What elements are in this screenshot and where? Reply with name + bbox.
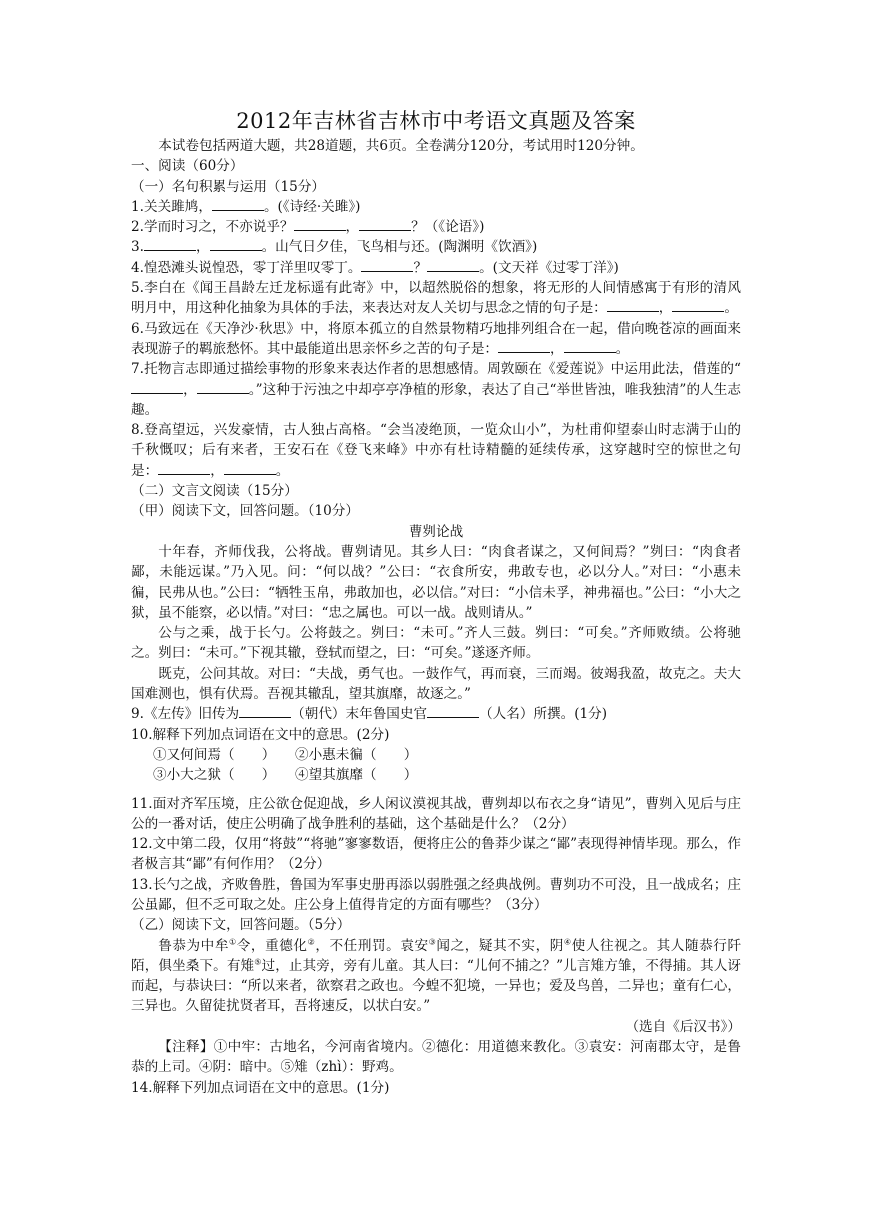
q9-mid: （朝代）末年鲁国史官 bbox=[291, 706, 428, 723]
question-10: 10.解释下列加点词语在文中的意思。(2分) bbox=[131, 726, 390, 743]
q2-source: ？（《论语》) bbox=[411, 219, 485, 236]
q9-end: （人名）所撰。(1分) bbox=[479, 706, 608, 723]
answer-blank[interactable] bbox=[359, 218, 411, 231]
note-marker: ④ bbox=[563, 937, 572, 947]
q1-source: 。(《诗经·关雎》) bbox=[263, 198, 361, 215]
passage2-text: 闻之，疑其不实，阴 bbox=[436, 937, 564, 954]
q5-text: 5.李白在《闻王昌龄左迁龙标遥有此寄》中，以超然脱俗的想象，将无形的人间情感寓于有形的清风明月中，用这种化抽象为具体的手法，来表达对友人关切与思念之情的句子是： bbox=[131, 280, 741, 317]
q3-sep: ， bbox=[195, 239, 210, 256]
passage-title: 曹刿论战 bbox=[408, 523, 464, 540]
passage2-source: （选自《后汉书》） bbox=[625, 1018, 741, 1035]
q9-text: 9.《左传》旧传为 bbox=[131, 706, 240, 723]
note-marker: ② bbox=[307, 937, 316, 947]
passage-paragraph: 既克，公问其故。对曰：“夫战，勇气也。一鼓作气，再而衰，三而竭。彼竭我盈，故克之。夫大国难测也，惧有伏焉。吾视其辙乱，望其旗靡，故逐之。” bbox=[131, 665, 741, 703]
q4-sep: ？ bbox=[413, 259, 428, 276]
passage2-paragraph bbox=[131, 936, 741, 1017]
q3-num: 3. bbox=[131, 239, 144, 256]
question-1 bbox=[131, 197, 741, 217]
q6-end: 。 bbox=[615, 340, 630, 357]
answer-blank[interactable] bbox=[427, 259, 479, 272]
answer-blank[interactable] bbox=[498, 340, 550, 353]
note-marker: ⑤ bbox=[254, 957, 262, 967]
q5-sep: ， bbox=[658, 300, 673, 317]
answer-blank[interactable] bbox=[239, 705, 291, 718]
q5-end: 。 bbox=[724, 300, 738, 317]
q10-row bbox=[131, 745, 741, 765]
answer-blank[interactable] bbox=[224, 462, 276, 475]
subsection-quotes: （一）名句积累与运用（15分） bbox=[131, 178, 326, 195]
answer-blank[interactable] bbox=[564, 340, 616, 353]
q8-text: 8.登高望远，兴发豪情，古人独占高格。“会当凌绝顶，一览众山小”，为杜甫仰望泰山时志满于山的千秋慨叹；后有来者，王安石在《登飞来峰》中亦有杜诗精髓的延续传承，这穿越时空的惊世之句是： bbox=[131, 422, 741, 479]
answer-blank[interactable] bbox=[144, 238, 196, 251]
passage-paragraph: 十年春，齐师伐我，公将战。曹刿请见。其乡人曰：“肉食者谋之，又何间焉？”刿曰：“肉食者鄙，未能远谋。”乃入见。问：“何以战？”公曰：“衣食所安，弗敢专也，必以分人。”对曰：“小惠未徧，民弗从也。”公曰：“牺牲玉帛，弗敢加也，必以信。”对曰：“小信未孚，神弗福也。”公曰：“小大之狱，虽不能察，必以情。”对曰：“忠之属也。可以一战。战则请从。” bbox=[131, 543, 741, 621]
question-8 bbox=[131, 420, 741, 481]
q7-text: 7.托物言志即通过描绘事物的形象来表达作者的思想感情。周敦颐在《爱莲说》中运用此法，借莲的“ bbox=[131, 361, 741, 378]
passage2-text: 过，止其旁，旁有儿童。其人曰：“儿何不捕之？”儿言雉方雏，不得捕。其人讶而起，与恭诀曰：“所以来者，欲察君之政也。今蝗不犯境，一异也；爱及鸟兽，二异也；童有仁心，三异也。久留徒扰贤者耳，吾将速反，以状白安。” bbox=[131, 957, 742, 1015]
question-2 bbox=[131, 217, 741, 237]
question-6 bbox=[131, 319, 741, 360]
q3-text: 。山气日夕佳，飞鸟相与还。(陶渊明《饮酒》) bbox=[261, 239, 538, 256]
q6-sep: ， bbox=[550, 340, 564, 357]
question-5 bbox=[131, 278, 741, 319]
question-13: 13.长勺之战，齐败鲁胜，鲁国为军事史册再添以弱胜强之经典战例。曹刿功不可没，且一战成名；庄公虽鄙，但不乏可取之处。庄公身上值得肯定的方面有哪些？（3分） bbox=[131, 876, 741, 913]
answer-blank[interactable] bbox=[210, 238, 262, 251]
question-3 bbox=[131, 237, 741, 257]
q10-item: ③小大之狱（ ） bbox=[153, 767, 276, 784]
q7-sep: ， bbox=[183, 381, 197, 398]
question-7 bbox=[131, 359, 741, 420]
exam-content bbox=[131, 108, 741, 1098]
answer-blank[interactable] bbox=[131, 381, 183, 394]
section-reading: 一、阅读（60分） bbox=[131, 158, 244, 175]
passage2-text: ，不任刑罚。袁安 bbox=[315, 937, 429, 954]
q6-text: 6.马致远在《天净沙·秋思》中，将原本孤立的自然景物精巧地排列组合在一起，借向晚苍凉的画面来表现游子的羁旅愁怀。其中最能道出思亲怀乡之苦的句子是： bbox=[131, 320, 741, 357]
passage2-text: 令，重德化 bbox=[236, 937, 308, 954]
answer-blank[interactable] bbox=[427, 705, 479, 718]
passage2-notes: 【注释】①中牢：古地名，今河南省境内。②德化：用道德来教化。③袁安：河南郡太守，是鲁恭的上司。④阴：暗中。⑤雉（zhì）：野鸡。 bbox=[131, 1039, 741, 1076]
q4-source: 。(文天祥《过零丁洋》) bbox=[479, 259, 619, 276]
q7-end: 。”这种于污浊之中却亭亭净植的形象，表达了自己“举世皆浊，唯我独清”的人生志趣。 bbox=[131, 381, 742, 418]
q10-item: ④望其旗靡（ ） bbox=[295, 767, 418, 784]
answer-blank[interactable] bbox=[607, 299, 659, 312]
q2-sep: ， bbox=[345, 219, 360, 236]
passage2-text: 鲁恭为中牟 bbox=[158, 937, 230, 954]
q10-row bbox=[131, 765, 741, 785]
question-14: 14.解释下列加点词语在文中的意思。(1分) bbox=[131, 1079, 390, 1096]
q8-sep: ， bbox=[210, 462, 224, 479]
passage-paragraph: 公与之乘，战于长勺。公将鼓之。刿曰：“未可。”齐人三鼓。刿曰：“可矣。”齐师败绩。公将驰之。刿曰：“未可。”下视其辙，登轼而望之，曰：“可矣。”遂逐齐师。 bbox=[131, 625, 741, 662]
note-marker: ① bbox=[229, 937, 237, 947]
answer-blank[interactable] bbox=[197, 381, 249, 394]
exam-title: 2012年吉林省吉林市中考语文真题及答案 bbox=[236, 109, 636, 133]
answer-blank[interactable] bbox=[294, 218, 346, 231]
exam-intro: 本试卷包括两道大题，共28道题，共6页。全卷满分120分，考试用时120分钟。 bbox=[158, 138, 644, 154]
q8-end: 。 bbox=[275, 462, 290, 479]
subsection-classical: （二）文言文阅读（15分） bbox=[131, 483, 298, 500]
answer-blank[interactable] bbox=[361, 259, 413, 272]
subsection-part-b: （乙）阅读下文，回答问题。（5分） bbox=[131, 917, 351, 934]
q1-text: 1.关关雎鸠， bbox=[131, 198, 212, 215]
q10-item: ②小惠未徧（ ） bbox=[295, 746, 418, 763]
subsection-part-a: （甲）阅读下文，回答问题。（10分） bbox=[131, 503, 359, 520]
q2-text: 2.学而时习之，不亦说乎？ bbox=[131, 219, 294, 236]
question-4 bbox=[131, 258, 741, 278]
answer-blank[interactable] bbox=[212, 198, 264, 211]
question-11: 11.面对齐军压境，庄公欲仓促迎战，乡人闲议漠视其战，曹刿却以布衣之身“请见”，曹刿入见后与庄公的一番对话，使庄公明确了战争胜利的基础，这个基础是什么？（2分） bbox=[131, 795, 741, 832]
note-marker: ③ bbox=[428, 937, 437, 947]
answer-blank[interactable] bbox=[672, 299, 724, 312]
q4-text: 4.惶恐滩头说惶恐，零丁洋里叹零丁。 bbox=[131, 259, 362, 276]
answer-blank[interactable] bbox=[158, 462, 210, 475]
passage2-text: 使人往视之。其人随恭行阡陌，俱坐桑下。有雉 bbox=[131, 937, 742, 974]
q10-item: ①又何间焉（ ） bbox=[153, 746, 276, 763]
question-9 bbox=[131, 704, 741, 724]
question-12: 12.文中第二段，仅用“将鼓”“将驰”寥寥数语，便将庄公的鲁莽少谋之“鄙”表现得神情毕现。那么，作者极言其“鄙”有何作用？（2分） bbox=[131, 836, 741, 873]
